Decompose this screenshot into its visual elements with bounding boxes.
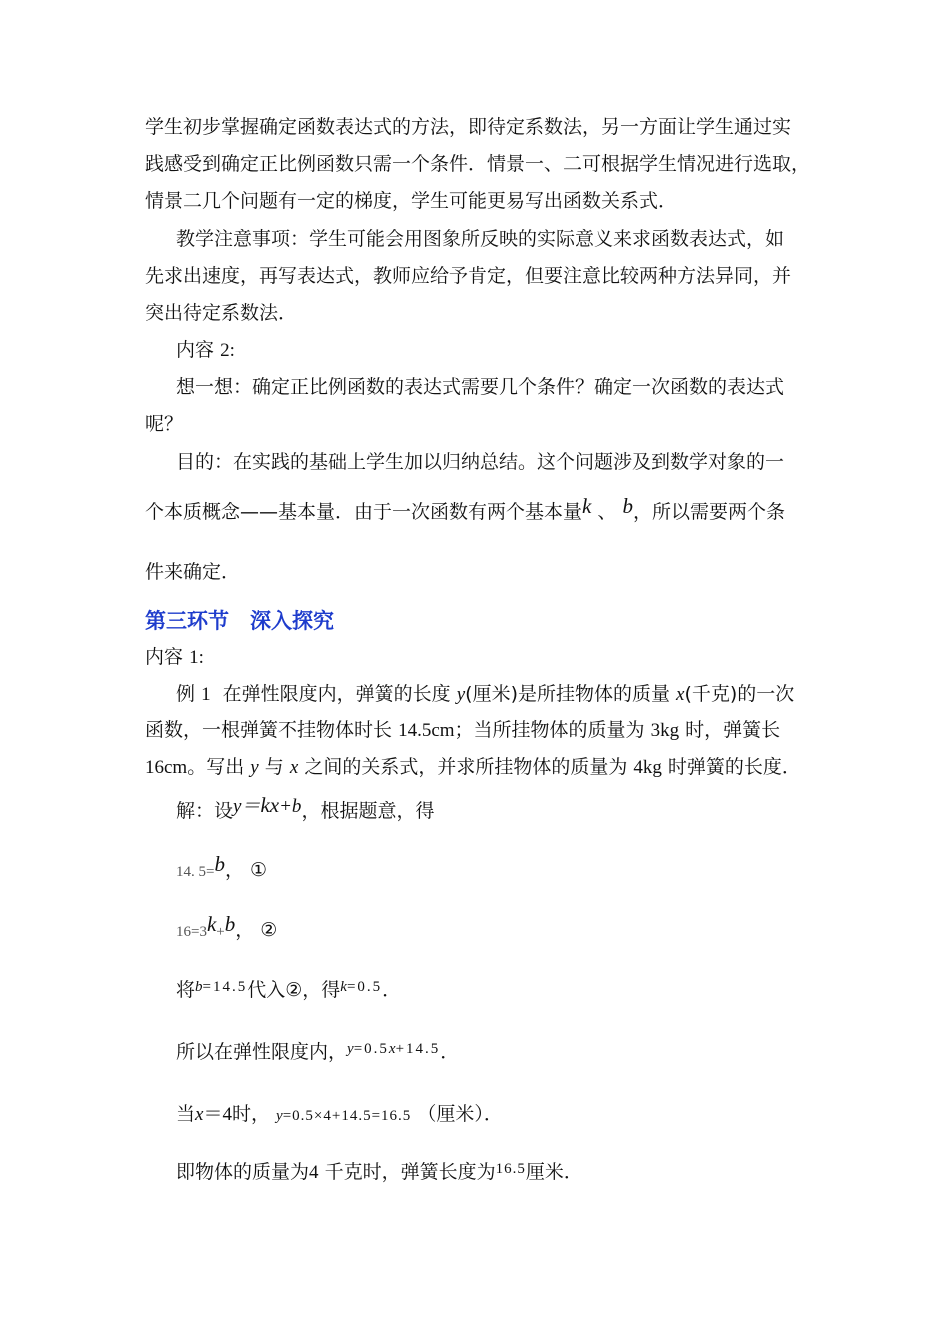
unit-text: （厘米）． <box>417 1103 503 1125</box>
example-line <box>145 755 801 780</box>
equation-number: 16=3 <box>176 924 207 940</box>
label-colon: : <box>198 647 204 668</box>
value: 16.5 <box>495 1161 526 1177</box>
value: =0.5 <box>353 1041 389 1057</box>
label-number: 2 <box>220 340 230 361</box>
mass-value: 3kg <box>650 720 680 741</box>
equation-label: ， ② <box>235 919 278 941</box>
para-line: 学生初步掌握确定函数表达式的方法，即待定系数法，另一方面让学生通过实 <box>145 116 792 138</box>
purpose-text: ，所以需要两个条 <box>632 501 785 523</box>
calculation: =0.5×4+14.5=16.5 <box>282 1108 412 1124</box>
solution-text: 所以在弹性限度内， <box>176 1041 348 1063</box>
example-text: 与 <box>264 756 284 778</box>
note-line: 教学注意事项：学生可能会用图象所反映的实际意义来求函数表达式，如 <box>176 228 785 250</box>
var-b: b <box>622 494 633 518</box>
var-x: x <box>676 684 685 705</box>
purpose-text: 个本质概念——基本量．由于一次函数有两个基本量 <box>145 501 583 523</box>
equation-2 <box>176 912 278 944</box>
value: 4 <box>309 1162 319 1183</box>
solution-text: ． <box>382 979 402 1001</box>
note-line: 突出待定系数法． <box>145 302 298 324</box>
content-1-label <box>145 645 204 670</box>
solution-text: ． <box>440 1041 460 1063</box>
think-line: 呢？ <box>145 413 184 435</box>
length-value: 14.5cm <box>398 720 455 741</box>
example-number: 1 <box>201 684 211 705</box>
var-y: y <box>456 684 466 705</box>
purpose-line: 件来确定． <box>145 561 241 583</box>
purpose-line: 目的：在实践的基础上学生加以归纳总结。这个问题涉及到数学对象的一 <box>176 451 785 473</box>
equation-number: 14. 5= <box>176 864 215 880</box>
example-text: 时，弹簧长 <box>685 719 781 741</box>
var-y: y <box>250 757 259 778</box>
value: =0.5 <box>346 979 383 995</box>
solution-text: 千克时，弹簧长度为 <box>324 1161 496 1183</box>
var-x: x <box>388 1041 396 1057</box>
value: ＝4 <box>203 1104 232 1125</box>
var-b: b <box>195 979 203 995</box>
solution-line <box>176 793 435 824</box>
equation-label: ， ① <box>224 859 268 881</box>
label-number: 1 <box>189 647 199 668</box>
mass-value: 4kg <box>633 757 662 778</box>
separator: 、 <box>597 501 617 523</box>
solution-text: ，根据题意，得 <box>301 800 435 822</box>
var-k: k <box>582 494 592 518</box>
label-text: 内容 <box>176 339 215 361</box>
example-line <box>145 718 780 743</box>
label-colon: : <box>229 340 235 361</box>
solution-text: 将 <box>176 979 196 1001</box>
solution-text: 代入②，得 <box>247 979 341 1001</box>
equation: +b <box>279 796 302 817</box>
solution-line <box>176 1160 583 1186</box>
solution-line <box>176 1040 459 1066</box>
example-text: (厘米)是所挂物体的质量 <box>465 683 670 705</box>
var-x: x <box>289 757 299 778</box>
example-text: 之间的关系式，并求所挂物体的质量为 <box>304 756 628 778</box>
solution-text: 即物体的质量为 <box>176 1161 310 1183</box>
label-text: 内容 <box>145 646 184 668</box>
var-y: y <box>347 1041 354 1057</box>
equation: kx <box>260 793 280 817</box>
purpose-line <box>145 494 785 524</box>
example-text: 函数，一根弹簧不挂物体时长 <box>145 719 393 741</box>
value: =14.5 <box>202 979 248 995</box>
example-text: 。写出 <box>187 756 245 778</box>
example-text: 时弹簧的长度． <box>667 756 801 778</box>
solution-text: 解：设 <box>176 800 234 822</box>
solution-text: 厘米． <box>525 1161 583 1183</box>
solution-line <box>176 978 401 1004</box>
para-line: 情景二几个问题有一定的梯度，学生可能更易写出函数关系式． <box>145 190 678 212</box>
para-line: 践感受到确定正比例函数只需一个条件．情景一、二可根据学生情况进行选取， <box>145 153 811 175</box>
var-x: x <box>195 1104 204 1125</box>
equation: y＝ <box>233 796 261 817</box>
var-k: k <box>340 979 347 995</box>
var-k: k <box>206 912 217 936</box>
example-text: ；当所挂物体的质量为 <box>454 719 645 741</box>
section-heading: 第三环节 深入探究 <box>145 609 334 633</box>
example-text: 在弹性限度内，弹簧的长度 <box>222 683 451 705</box>
note-line: 先求出速度，再写表达式，教师应给予肯定，但要注意比较两种方法异同，并 <box>145 265 792 287</box>
example-line <box>176 682 794 707</box>
length-value: 16cm <box>145 757 188 778</box>
value: +14.5 <box>395 1041 441 1057</box>
plus-sign: + <box>216 924 225 940</box>
var-y: y <box>276 1108 283 1124</box>
content-2-label <box>176 338 235 363</box>
example-text: (千克)的一次 <box>684 683 795 705</box>
solution-line <box>176 1102 503 1128</box>
example-label: 例 <box>176 683 196 705</box>
var-b: b <box>224 912 236 936</box>
var-b: b <box>214 852 225 876</box>
think-line: 想一想：确定正比例函数的表达式需要几个条件？确定一次函数的表达式 <box>176 376 785 398</box>
solution-text: 时， <box>231 1103 270 1125</box>
solution-text: 当 <box>176 1103 196 1125</box>
equation-1 <box>176 852 268 884</box>
